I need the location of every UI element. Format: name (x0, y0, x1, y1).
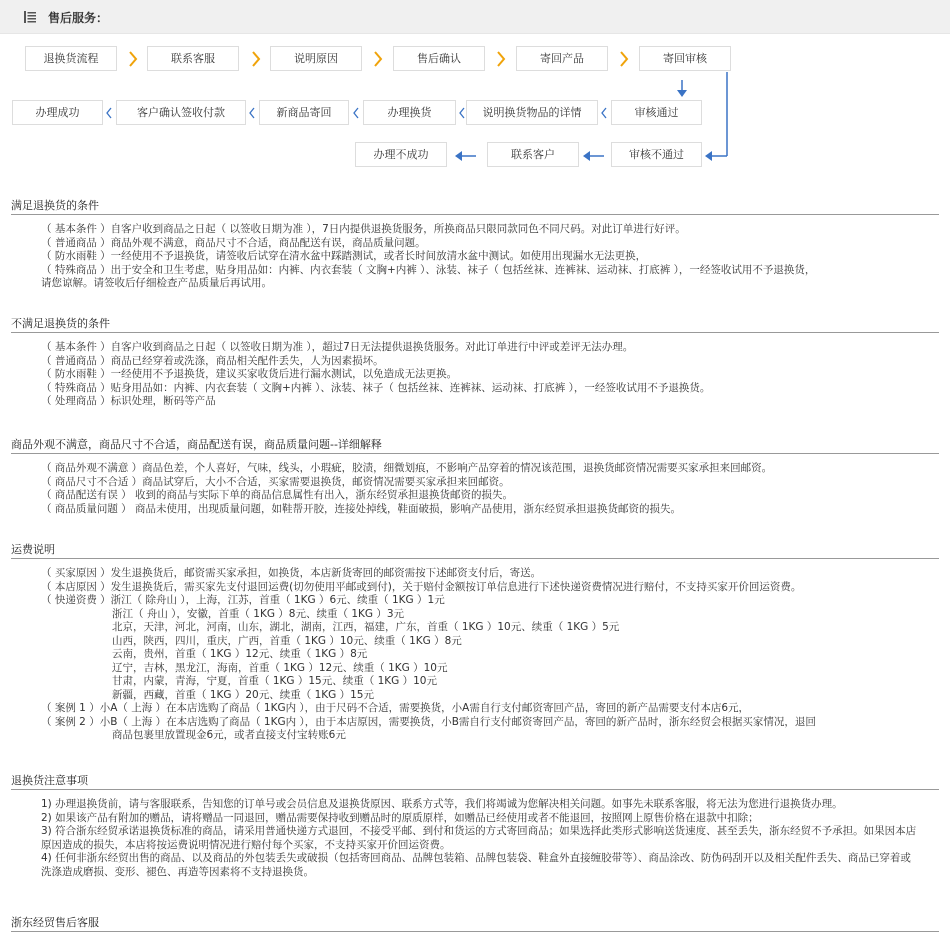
flow-step-review-failed: 审核不通过 (611, 142, 702, 167)
section-divider (11, 789, 939, 790)
text-line: 山西，陕西，四川，重庆，广西，首重（ 1KG ）10元、续重（ 1KG ）8元 (112, 634, 462, 647)
flow-step-explain-reason: 说明原因 (270, 46, 362, 71)
text-line: （ 商品质量问题 ） 商品未使用，出现质量问题，如鞋帮开胶，连接处掉线，鞋面破损，影响产品使用，浙东经贸承担退换货邮资的损失。 (41, 502, 682, 515)
section-title-ineligible: 不满足退换货的条件 (11, 317, 110, 330)
text-line: 甘肃，内蒙，青海，宁夏，首重（ 1KG ）15元、续重（ 1KG ）10元 (112, 675, 437, 687)
section-ineligible-body (41, 341, 939, 409)
chevron-left-icon (351, 105, 361, 121)
flow-step-exchange: 办理换货 (363, 100, 456, 125)
flow-step-contact-customer: 联系客户 (487, 142, 579, 167)
chevron-left-icon (599, 105, 609, 121)
text-line: 辽宁，吉林，黑龙江，海南，首重（ 1KG ）12元、续重（ 1KG ）10元 (112, 661, 448, 674)
text-line: 新疆，西藏，首重（ 1KG ）20元、续重（ 1KG ）15元 (112, 688, 374, 701)
section-title-detailed-explanation: 商品外观不满意，商品尺寸不合适，商品配送有误，商品质量问题--详细解释 (11, 438, 382, 451)
section-divider (11, 214, 939, 215)
text-line: （ 快递资费 ）浙江（ 除舟山 ），上海，江苏，首重（ 1KG ）6元、续重（ 1KG ）1元 (41, 594, 445, 606)
section-shipping-body (41, 567, 939, 743)
flow-step-return-product: 寄回产品 (516, 46, 608, 71)
text-line: （ 特殊商品 ）贴身用品如：内裤、内衣套装（ 文胸+内裤 ）、泳装、袜子（ 包括丝袜、连裤袜、运动袜、打底裤 ），一经签收试用不予退换货。 (41, 381, 711, 394)
flow-step-contact-service: 联系客服 (147, 46, 239, 71)
section-notes-body (41, 798, 921, 879)
flow-step-failed: 办理不成功 (355, 142, 447, 167)
text-line: 商品包裹里放置现金6元，或者直接支付宝转账6元 (112, 729, 346, 741)
text-line: （ 商品配送有误 ） 收到的商品与实际下单的商品信息属性有出入，浙东经贸承担退换货邮资的损失。 (41, 489, 514, 501)
section-title-shipping: 运费说明 (11, 543, 55, 556)
text-line: （ 普通商品 ）商品外观不满意，商品尺寸不合适，商品配送有误，商品质量问题。 (41, 236, 426, 249)
section-title-eligible: 满足退换货的条件 (11, 199, 99, 212)
text-line: （ 基本条件 ）自客户收到商品之日起（ 以签收日期为准 ），7日内提供退换货服务，所换商品只限同款同色不同尺码。对此订单进行好评。 (41, 223, 686, 235)
flow-step-return-process: 退换货流程 (25, 46, 117, 71)
text-line: （ 案例 2 ）小B（ 上海 ）在本店选购了商品（ 1KG内 ），由于本店原因，需要换货，小B需自行支付邮资寄回产品，寄回的新产品时，浙东经贸会根据买家情况，退回 (41, 715, 816, 728)
text-line: （ 防水雨鞋 ）一经使用不予退换货，请签收后试穿在清水盆中踩踏测试，或者长时间放清水盆中测试。如使用出现漏水无法更换， (41, 250, 647, 262)
chevron-left-icon (104, 105, 114, 121)
section-eligible-body (41, 223, 939, 291)
flow-step-exchange-details: 说明换货物品的详情 (466, 100, 598, 125)
section-title-customer-service: 浙东经贸售后客服 (11, 916, 99, 929)
text-line: 浙江（ 舟山 ），安徽，首重（ 1KG ）8元、续重（ 1KG ）3元 (112, 607, 405, 620)
chevron-right-icon (128, 51, 138, 67)
text-line: （ 特殊商品 ）出于安全和卫生考虑，贴身用品如：内裤、内衣套装（ 文胸+内裤 ）、泳装、袜子（ 包括丝袜、连裤袜、运动袜、打底裤 ），一经签收试用不予退换货， (41, 263, 816, 276)
section-title-notes: 退换货注意事项 (11, 774, 88, 787)
text-line: 2) 如果该产品有附加的赠品，请将赠品一同退回，赠品需要保持收到赠品时的原质原样，如赠品已经使用或者不能退回，按照网上原售价格在退款中扣除； (41, 811, 759, 824)
header-bar (0, 0, 950, 34)
page-title: 售后服务： (48, 11, 109, 25)
flow-step-return-review: 寄回审核 (639, 46, 731, 71)
text-line: 3) 符合浙东经贸承诺退换货标准的商品，请采用普通快递方式退回，不接受平邮、到付和货运的方式寄回商品；如果选择此类形式影响送货速度、甚至丢失，浙东经贸不予承担。如果因本店原因造成的损失，本店将按运费说明情况进行赔付每个买家，不支持买家开价回运资费。 (41, 825, 917, 851)
text-line: （ 处理商品 ）标识处理，断码等产品 (41, 395, 216, 407)
text-line: （ 本店原因 ）发生退换货后，需买家先支付退回运费(切勿使用平邮或到付)，关于赔付金额按订单信息进行下述快递资费情况进行赔付，不支持买家开价回运资费。 (41, 580, 802, 593)
flow-step-success: 办理成功 (12, 100, 103, 125)
chevron-left-icon (247, 105, 257, 121)
text-line: （ 商品外观不满意 ）商品色差，个人喜好，气味，线头，小瑕疵，胶渍，细微划痕，不影响产品穿着的情况该范围，退换货邮资情况需要买家承担来回邮资。 (41, 462, 773, 474)
text-line: （ 买家原因 ）发生退换货后，邮资需买家承担，如换货，本店新货寄回的邮资需按下述邮资支付后，寄送。 (41, 567, 542, 579)
section-divider (11, 558, 939, 559)
flow-step-new-product-return: 新商品寄回 (259, 100, 349, 125)
arrow-left-icon (454, 149, 478, 163)
text-line: 云南，贵州，首重（ 1KG ）12元、续重（ 1KG ）8元 (112, 648, 368, 660)
flow-step-customer-confirm: 客户确认签收付款 (116, 100, 246, 125)
list-icon (24, 11, 36, 23)
flow-step-after-sales-confirm: 售后确认 (393, 46, 485, 71)
text-line: 4) 任何非浙东经贸出售的商品、以及商品的外包装丢失或破损（包括寄回商品、品牌包装箱、品牌包装袋、鞋盒外直接缠胶带等）、商品涂改、防伪码刮开以及相关配件丢失、商品已穿着或洗涤造成磨损、变形、褪色、再造等因素将不支持退换货。 (41, 852, 911, 878)
text-line: 请您谅解。请签收后仔细检查产品质量后再试用。 (41, 277, 272, 289)
text-line: （ 案例 1 ）小A（ 上海 ）在本店选购了商品（ 1KG内 ），由于尺码不合适，需要换货，小A需自行支付邮资寄回产品，寄回的新产品需要支付本店6元， (41, 702, 750, 714)
section-explanation-body (41, 462, 939, 516)
section-divider (11, 931, 939, 932)
arrow-left-icon (582, 149, 606, 163)
chevron-right-icon (619, 51, 629, 67)
chevron-right-icon (496, 51, 506, 67)
section-divider (11, 453, 939, 454)
text-line: 1) 办理退换货前，请与客服联系，告知您的订单号或会员信息及退换货原因、联系方式等，我们将竭诚为您解决相关问题。如事先未联系客服，将无法为您进行退换货办理。 (41, 798, 843, 810)
text-line: （ 防水雨鞋 ）一经使用不予退换货，建议买家收货后进行漏水测试，以免造成无法更换。 (41, 368, 458, 380)
text-line: （ 商品尺寸不合适 ）商品试穿后，大小不合适，买家需要退换货，邮资情况需要买家承担来回邮资。 (41, 475, 510, 488)
flow-step-review-passed: 审核通过 (611, 100, 702, 125)
chevron-right-icon (373, 51, 383, 67)
text-line: （ 基本条件 ）自客户收到商品之日起（ 以签收日期为准 ），超过7日无法提供退换货服务。对此订单进行中评或差评无法办理。 (41, 341, 634, 353)
text-line: 北京，天津，河北，河南，山东，湖北，湖南，江西，福建，广东，首重（ 1KG ）10元、续重（ 1KG ）5元 (112, 621, 620, 633)
section-divider (11, 332, 939, 333)
chevron-right-icon (251, 51, 261, 67)
text-line: （ 普通商品 ）商品已经穿着或洗涤，商品相关配件丢失，人为因素损坏。 (41, 354, 384, 367)
